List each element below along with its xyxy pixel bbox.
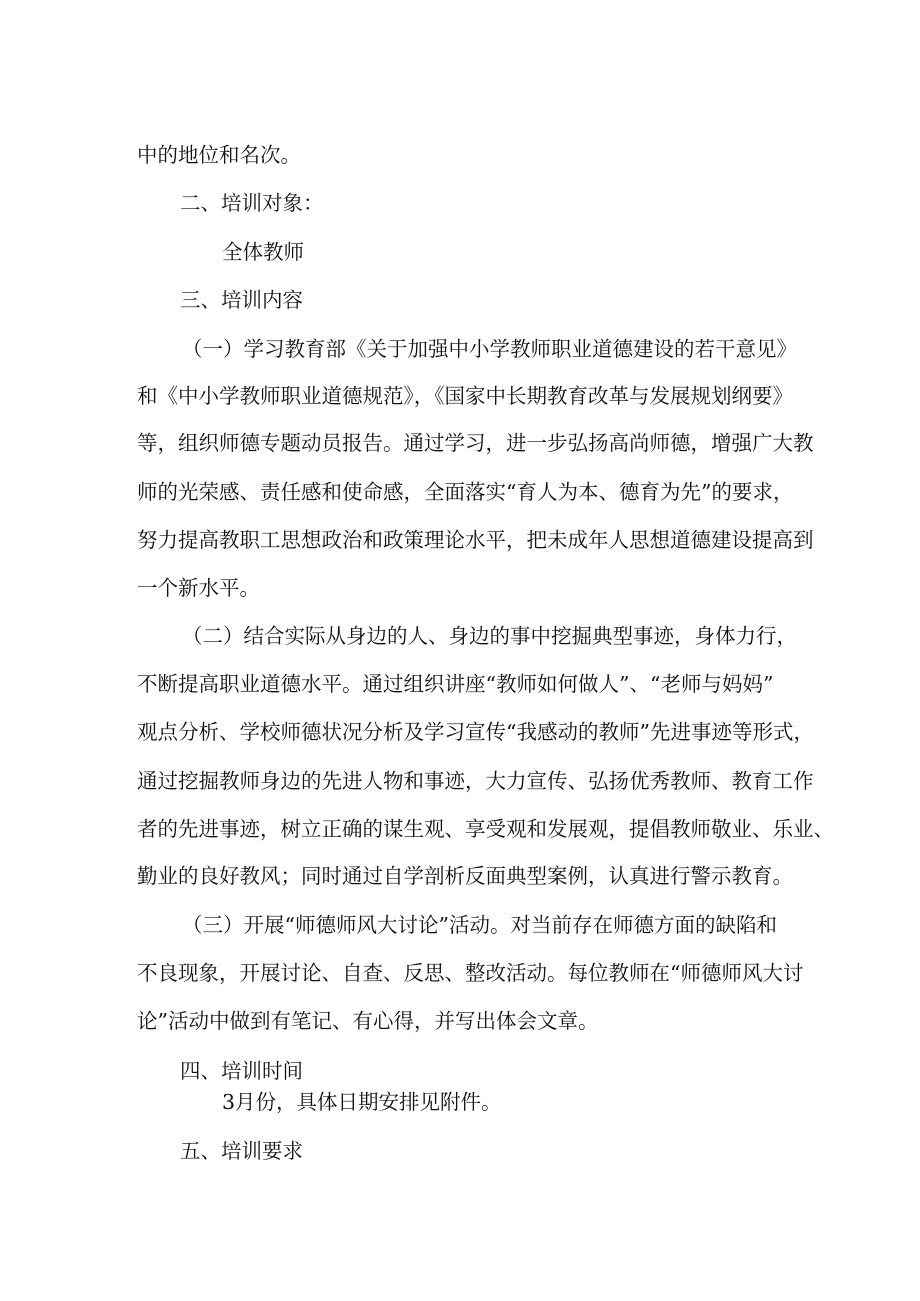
paragraph-line: 通过挖掘教师身边的先进人物和事迹，大力宣传、弘扬优秀教师、教育工作: [137, 769, 814, 793]
paragraph-line: 不断提高职业道德水平。通过组织讲座“教师如何做人”、“老师与妈妈”: [137, 672, 774, 696]
paragraph-line: 努力提高教职工思想政治和政策理论水平，把未成年人思想道德建设提高到: [137, 528, 814, 552]
section4-title: 四、培训时间: [180, 1059, 303, 1083]
paragraph-line: 勤业的良好教风；同时通过自学剖析反面典型案例，认真进行警示教育。: [137, 864, 793, 888]
section4-content: 3月份，具体日期安排见附件。: [222, 1090, 502, 1114]
paragraph-line: 一个新水平。: [137, 576, 260, 600]
paragraph-line: 论”活动中做到有笔记、有心得，并写出体会文章。: [137, 1009, 599, 1033]
paragraph-line: 等，组织师德专题动员报告。通过学习，进一步弘扬高尚师德，增强广大教: [137, 431, 814, 455]
paragraph-line: 师的光荣感、责任感和使命感，全面落实“育人为本、德育为先”的要求，: [137, 480, 794, 504]
paragraph-line: 者的先进事迹，树立正确的谋生观、享受观和发展观，提倡教师敬业、乐业、: [137, 817, 834, 841]
section2-title: 二、培训对象：: [180, 191, 324, 215]
intro-tail-text: 中的地位和名次。: [137, 143, 301, 167]
section5-title: 五、培训要求: [180, 1139, 303, 1163]
paragraph-line: 和《中小学教师职业道德规范》，《国家中长期教育改革与发展规划纲要》: [137, 384, 793, 408]
paragraph-line: （二）结合实际从身边的人、身边的事中挖掘典型事迹，身体力行，: [182, 624, 797, 648]
paragraph-line: 观点分析、学校师德状况分析及学习宣传“我感动的教师”先进事迹等形式，: [137, 720, 814, 744]
section3-title: 三、培训内容: [180, 288, 303, 312]
paragraph-line: （三）开展“师德师风大讨论”活动。对当前存在师德方面的缺陷和: [182, 913, 777, 937]
paragraph-line: 不良现象，开展讨论、自查、反思、整改活动。每位教师在“师德师风大讨: [137, 961, 804, 985]
section2-content: 全体教师: [222, 240, 304, 264]
paragraph-line: （一）学习教育部《关于加强中小学教师职业道德建设的若干意见》: [182, 337, 797, 361]
